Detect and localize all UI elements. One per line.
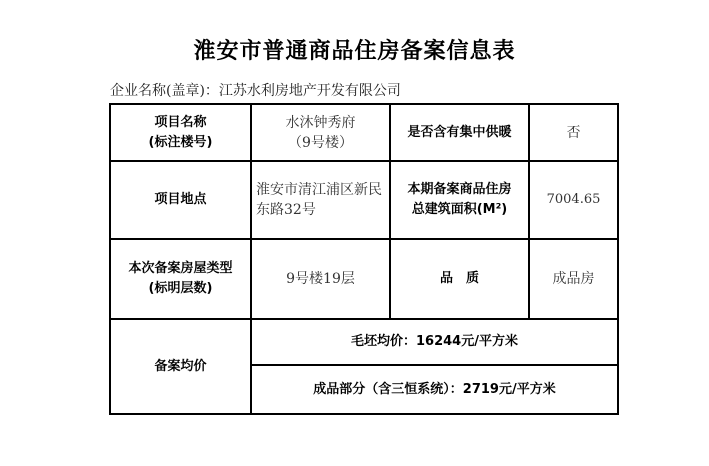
company-name: 企业名称(盖章)：江苏水利房地产开发有限公司 [110,83,401,99]
project-name-value [251,104,390,161]
project-name-value-line1: 水沐钟秀府 [285,114,356,131]
document-title: 淮安市普通商品住房备案信息表 [193,39,516,64]
house-type-label-line2: (标明层数) [148,281,213,296]
quality-value: 成品房 [529,239,618,319]
total-area-value: 7004.65 [529,161,618,239]
total-area-label-line2: 总建筑面积(M²) [411,202,508,217]
table-row [110,239,618,319]
location-value: 淮安市清江浦区新民东路32号 [251,161,390,239]
quality-label: 品 质 [390,239,529,319]
avg-price-label: 备案均价 [110,319,251,414]
project-name-label-line2: (标注楼号) [148,134,213,150]
table-row [110,161,618,239]
house-type-value: 9号楼19层 [251,239,390,319]
total-area-label-line1: 本期备案商品住房 [407,182,512,197]
table-row [110,104,618,161]
house-type-label [110,239,251,319]
info-table [109,103,619,415]
project-name-label [110,104,251,161]
house-type-label-line1: 本次备案房屋类型 [128,261,233,276]
finished-price: 成品部分（含三恒系统）：2719元/平方米 [251,365,618,414]
central-heating-value: 否 [529,104,618,161]
rough-price: 毛坯均价：16244元/平方米 [251,319,618,365]
central-heating-label: 是否含有集中供暖 [390,104,529,161]
project-name-value-line2: （9号楼） [288,134,353,151]
table-row [110,319,618,365]
location-label: 项目地点 [110,161,251,239]
project-name-label-line1: 项目名称 [154,114,207,130]
total-area-label [390,161,529,239]
